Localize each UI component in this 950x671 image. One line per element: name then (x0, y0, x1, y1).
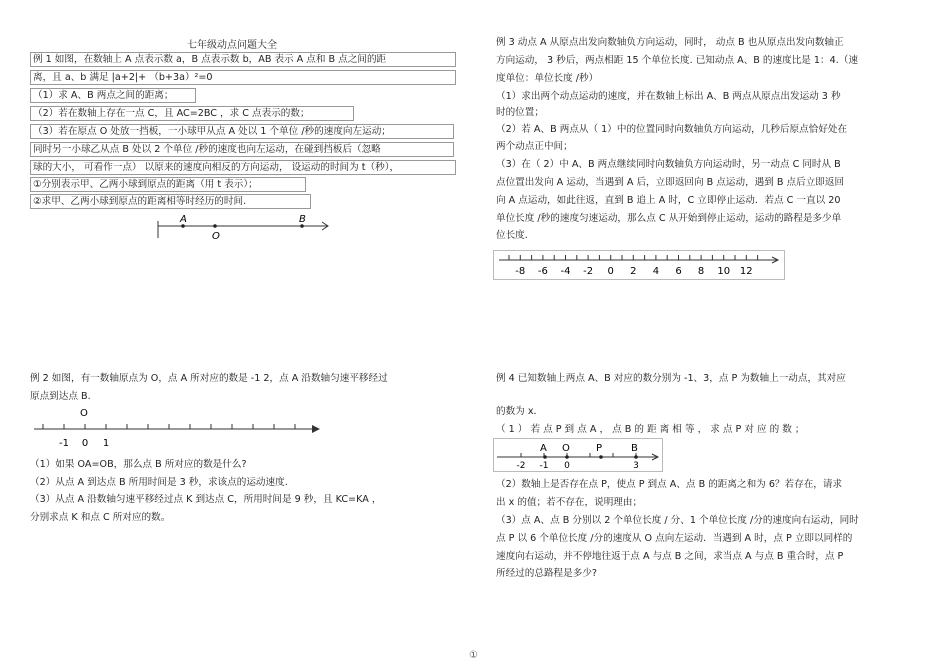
ex3-line-9: 点位置出发向 A 运动，当遇到 A 后，立即返回向 B 点运动，遇到 B 点后立即返回 (496, 177, 845, 188)
ex3-tick-label: 2 (630, 266, 637, 277)
ex3-line-11: 单位长度 /秒的速度匀速运动，那么点 C 从开始到停止运动，运动的路程是多少单 (496, 213, 842, 224)
ex3-tick-label: 0 (607, 266, 614, 277)
ex1-label-a: A (180, 214, 187, 225)
ex4-number-line (493, 438, 663, 472)
ex1-label-b: B (299, 214, 306, 225)
ex3-tick-label: 4 (652, 266, 660, 277)
page-number: ① (469, 650, 478, 661)
ex3-line-1: 例 3 动点 A 从原点出发向数轴负方向运动，同时， 动点 B 也从原点出发向数轴正 (496, 37, 844, 48)
ex3-line-3: 度单位：单位长度 /秒） (496, 73, 599, 84)
ex3-line-4: （1）求出两个动点运动的速度，并在数轴上标出 A、B 两点从原点出发运动 3 秒 (496, 91, 841, 102)
ex1-line-8: ①分别表示甲、乙两小球到原点的距离（用 t 表示）； (30, 177, 306, 192)
ex2-line-5: （3）从点 A 沿数轴匀速平移经过点 K 到达点 C，所用时间是 9 秒，且 KC=KA ， (30, 494, 382, 505)
ex3-line-10: 向 A 点运动，如此往返，直到 B 追上 A 时，C 立即停止运动．若点 C 一直以 20 (496, 195, 841, 206)
ex1-line-6: 同时另一小球乙从点 B 处以 2 个单位 /秒的速度也向左运动，在碰到挡板后（忽略 (30, 142, 454, 157)
ex4-line-9: 所经过的总路程是多少? (496, 568, 598, 579)
ex2-tick-label: 0 (81, 438, 89, 449)
ex1-line-9: ②求甲、乙两小球到原点的距离相等时经历的时间. (30, 194, 311, 209)
ex4-tick-label: -2 (516, 461, 526, 471)
ex3-line-2: 方向运动， 3 秒后，两点相距 15 个单位长度. 已知动点 A、B 的速度比是 1：4.（速 (496, 55, 858, 66)
ex2-line-4: （2）从点 A 到达点 B 所用时间是 3 秒，求该点的运动速度. (30, 477, 288, 488)
ex3-number-line (493, 250, 785, 280)
ex4-line-3: （ 1 ） 若 点 P 到 点 A ， 点 B 的 距 离 相 等 ， 求 点 P 对 应 的 数 ； (496, 424, 805, 435)
ex4-line-1: 例 4 已知数轴上两点 A、B 对应的数分别为 -1、3，点 P 为数轴上一动点，其对应 (496, 373, 846, 384)
ex1-line-2: 离，且 a、b 满足 |a+2|+ （b+3a）²=0 (30, 70, 456, 85)
ex4-line-4: （2）数轴上是否存在点 P，使点 P 到点 A、点 B 的距离之和为 6？若存在，请求 (496, 479, 843, 490)
ex1-line-5: （3）若在原点 O 处放一挡板，一小球甲从点 A 处以 1 个单位 /秒的速度向左运动； (30, 124, 454, 139)
ex4-label-b: B (631, 443, 638, 454)
ex2-tick-label: 1 (102, 438, 110, 449)
ex4-label-a: A (540, 443, 547, 454)
ex4-label-o: O (562, 443, 570, 454)
ex4-tick-label: -1 (539, 461, 549, 471)
ex4-line-8: 速度向右运动，并不停地往返于点 A 与点 B 之间，求当点 A 与点 B 重合时，点 P (496, 551, 844, 562)
ex2-tick-label: -1 (59, 438, 69, 449)
ex4-label-p: P (596, 443, 603, 454)
ex1-line-1: 例 1 如图，在数轴上 A 点表示数 a，B 点表示数 b，AB 表示 A 点和 B 点之间的距 (30, 52, 456, 67)
ex3-tick-label: -2 (583, 266, 594, 277)
ex3-line-12: 位长度. (496, 230, 528, 241)
ex3-tick-label: 12 (739, 266, 753, 277)
ex4-tick-label: 0 (564, 461, 570, 471)
ex4-point-o (565, 455, 569, 459)
ex2-line-1: 例 2 如图，有一数轴原点为 O，点 A 所对应的数是 -1 2，点 A 沿数轴匀速平移经过 (30, 373, 388, 384)
ex2-number-line (30, 404, 325, 452)
ex1-number-line (150, 212, 335, 242)
page-title: 七年级动点问题大全 (187, 40, 277, 51)
ex1-label-o: O (212, 231, 220, 242)
ex4-tick-label: 3 (633, 461, 639, 471)
ex3-line-6: （2）若 A、B 两点从（ 1）中的位置同时向数轴负方向运动，几秒后原点恰好处在 (496, 124, 848, 135)
ex4-line-7: 点 P 以 6 个单位长度 /分的速度从 O 点向左运动．当遇到 A 时，点 P 立即以同样的 (496, 533, 853, 544)
ex2-line-2: 原点到达点 B. (30, 391, 91, 402)
ex3-tick-label: 8 (697, 266, 705, 277)
ex1-point-o (213, 224, 217, 228)
ex4-point-b (634, 455, 638, 459)
ex2-label-o: O (80, 408, 88, 419)
ex3-tick-label: -8 (515, 266, 526, 277)
ex3-tick-label: -6 (537, 266, 548, 277)
ex3-tick-label: 6 (675, 266, 682, 277)
ex1-line-7: 球的大小， 可看作一点） 以原来的速度向相反的方向运动， 设运动的时间为 t（秒）， (30, 160, 456, 175)
ex4-line-5: 出 x 的值；若不存在，说明理由； (496, 497, 643, 508)
ex2-line-6: 分别求点 K 和点 C 所对应的数。 (30, 512, 171, 523)
ex3-tick-label: -4 (560, 266, 571, 277)
ex3-tick-label: 10 (717, 266, 731, 277)
ex3-line-7: 两个动点正中间； (496, 141, 573, 152)
ex1-line-4: （2）若在数轴上存在一点 C，且 AC=2BC ，求 C 点表示的数； (30, 106, 354, 121)
ex4-line-2: 的数为 x． (496, 406, 544, 417)
ex4-point-p (599, 455, 603, 459)
ex4-line-6: （3）点 A、点 B 分别以 2 个单位长度 / 分、1 个单位长度 /分的速度向右运动，同时 (496, 515, 859, 526)
ex2-line-3: （1）如果 OA=OB，那么点 B 所对应的数是什么? (30, 459, 247, 470)
ex3-line-8: （3）在（ 2）中 A、B 两点继续同时向数轴负方向运动时，另一动点 C 同时从 B (496, 159, 841, 170)
ex1-line-3: （1）求 A、B 两点之间的距离； (30, 88, 196, 103)
ex4-point-a (543, 455, 547, 459)
ex3-line-5: 时的位置； (496, 107, 544, 118)
